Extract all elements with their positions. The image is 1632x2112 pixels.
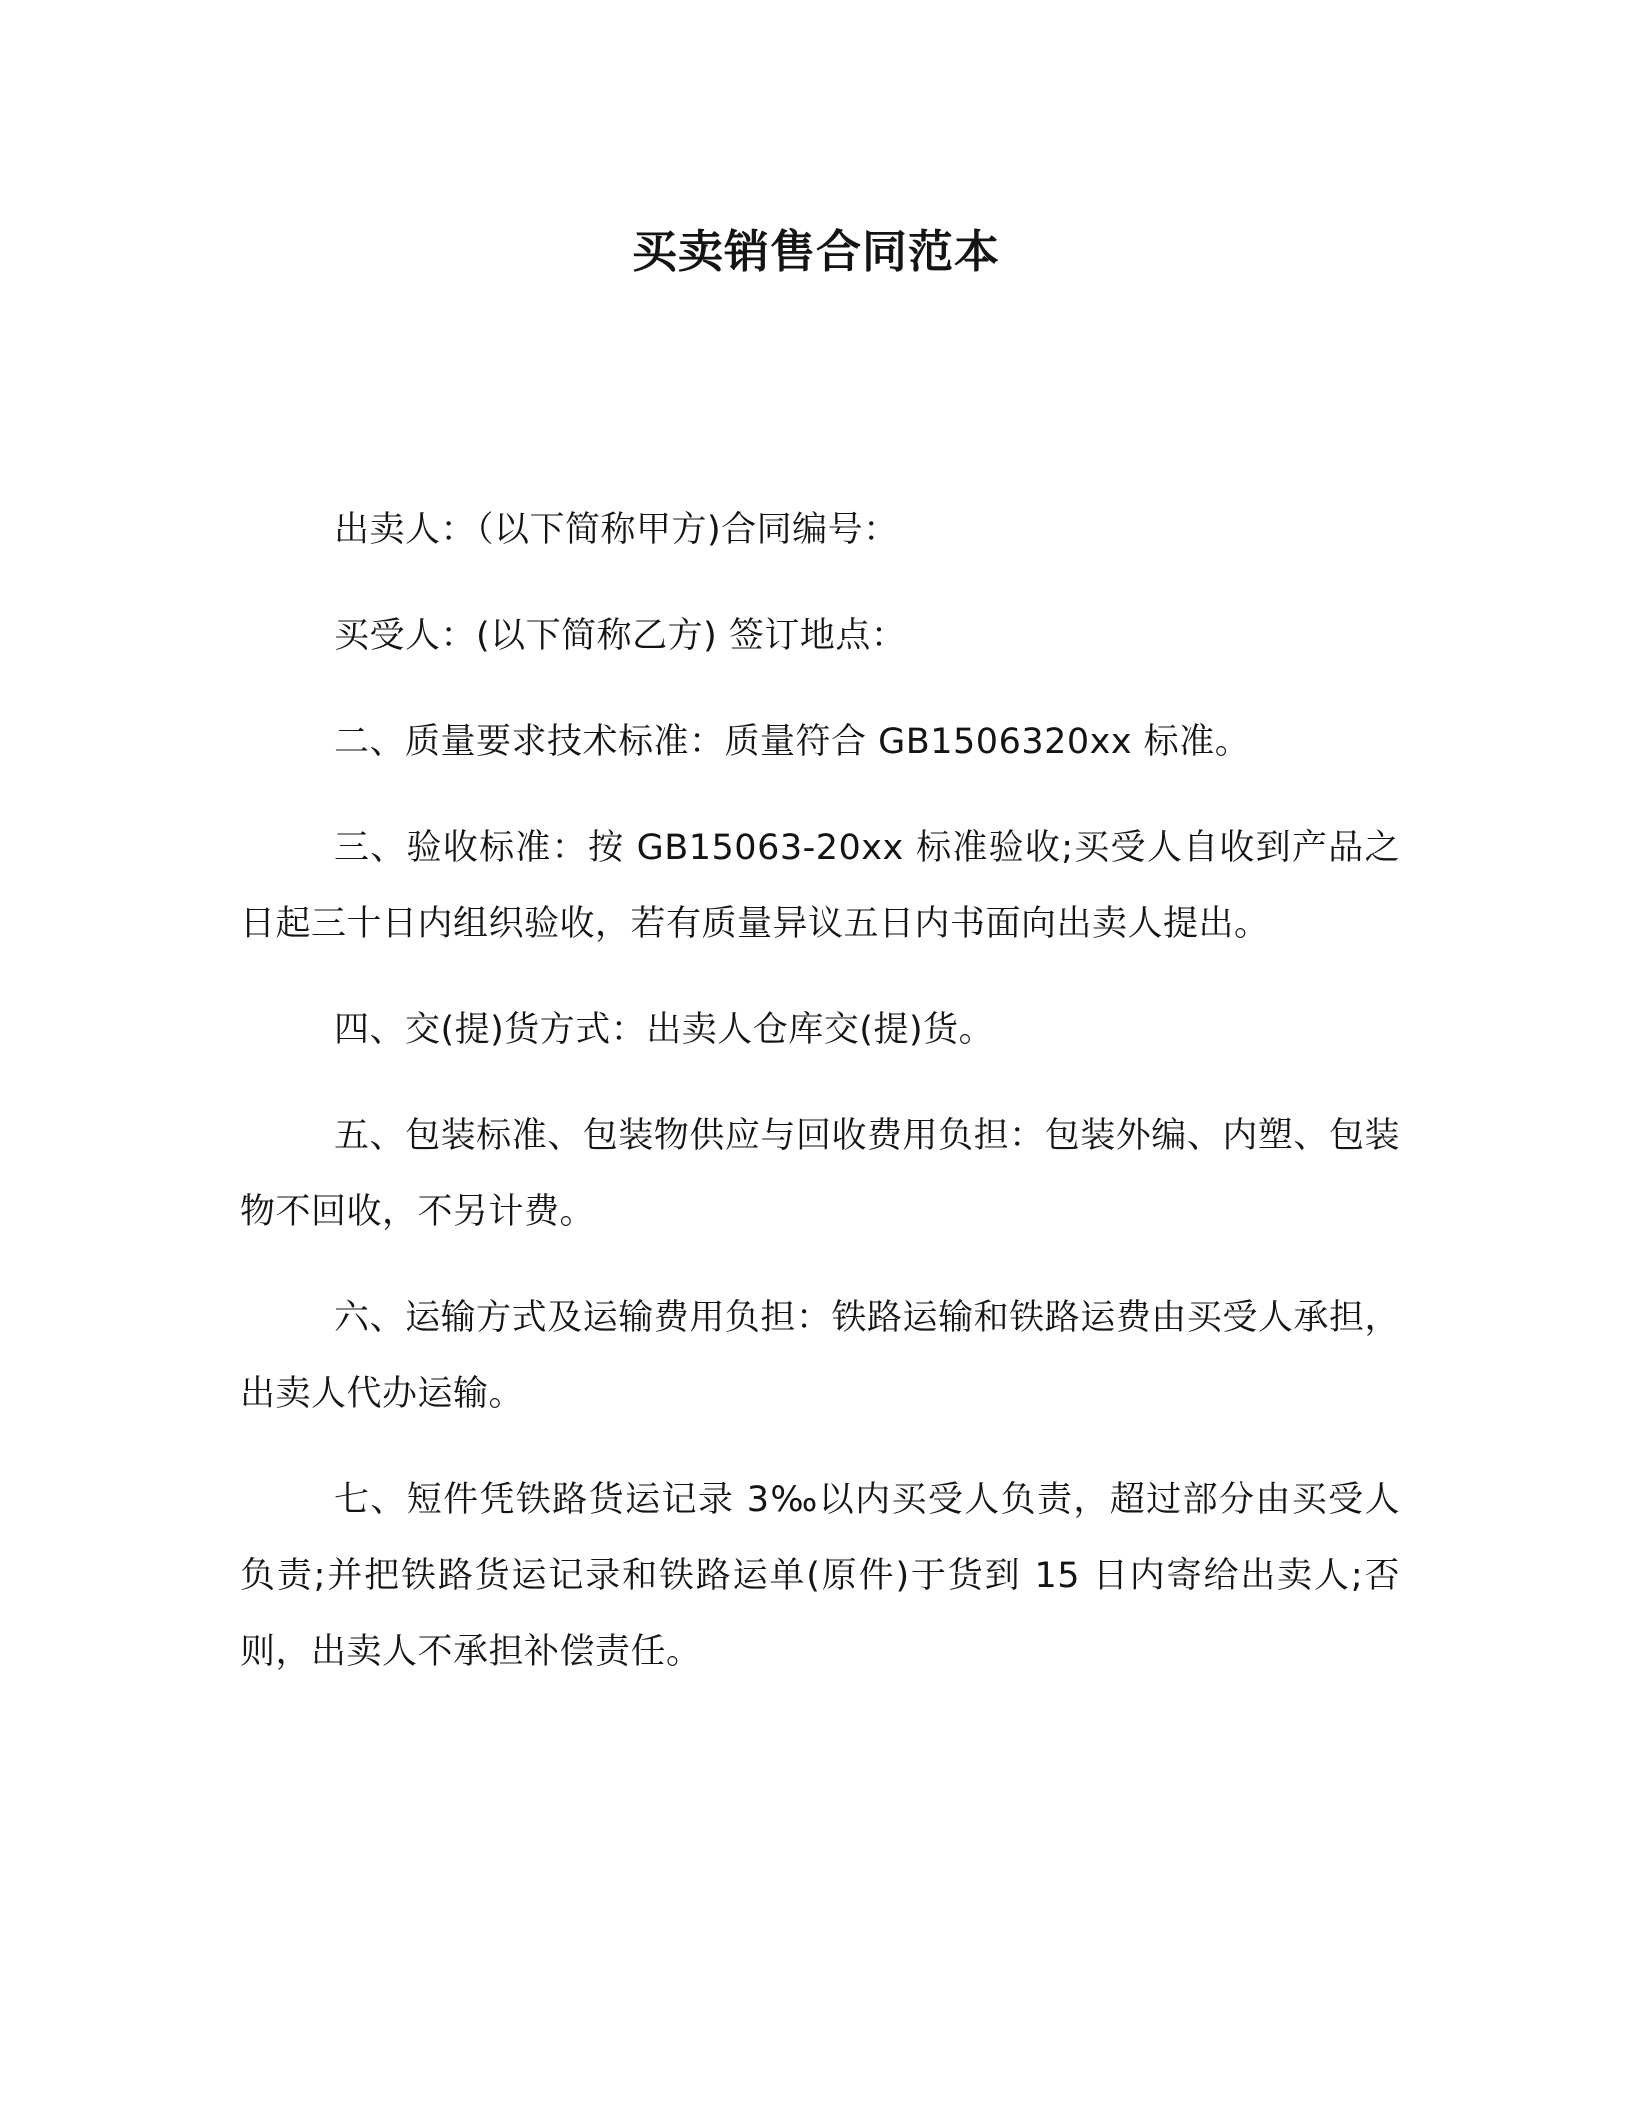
paragraph-seller: 出卖人：（以下简称甲方)合同编号： xyxy=(334,510,899,550)
paragraph-transport: 六、运输方式及运输费用负担：铁路运输和铁路运费由买受人承担，出卖人代办运输。 xyxy=(240,1298,1400,1414)
paragraph-packaging: 五、包装标准、包装物供应与回收费用负担：包装外编、内塑、包装物不回收，不另计费。 xyxy=(240,1116,1400,1232)
paragraph-delivery-method: 四、交(提)货方式：出卖人仓库交(提)货。 xyxy=(334,1010,995,1050)
paragraph-acceptance-standard: 三、验收标准：按 GB15063-20xx 标准验收;买受人自收到产品之日起三十日内组织验收，若有质量异议五日内书面向出卖人提出。 xyxy=(240,828,1400,944)
document-title: 买卖销售合同范本 xyxy=(631,225,1000,278)
paragraph-quality-standard: 二、质量要求技术标准：质量符合 GB1506320xx 标准。 xyxy=(334,722,1251,762)
paragraph-buyer: 买受人：(以下简称乙方) 签订地点： xyxy=(334,616,907,656)
paragraph-shortage-liability: 七、短件凭铁路货运记录 3‰以内买受人负责，超过部分由买受人负责;并把铁路货运记录和铁路运单(原件)于货到 15 日内寄给出卖人;否则，出卖人不承担补偿责任。 xyxy=(240,1480,1400,1672)
document-body xyxy=(240,492,1400,1720)
